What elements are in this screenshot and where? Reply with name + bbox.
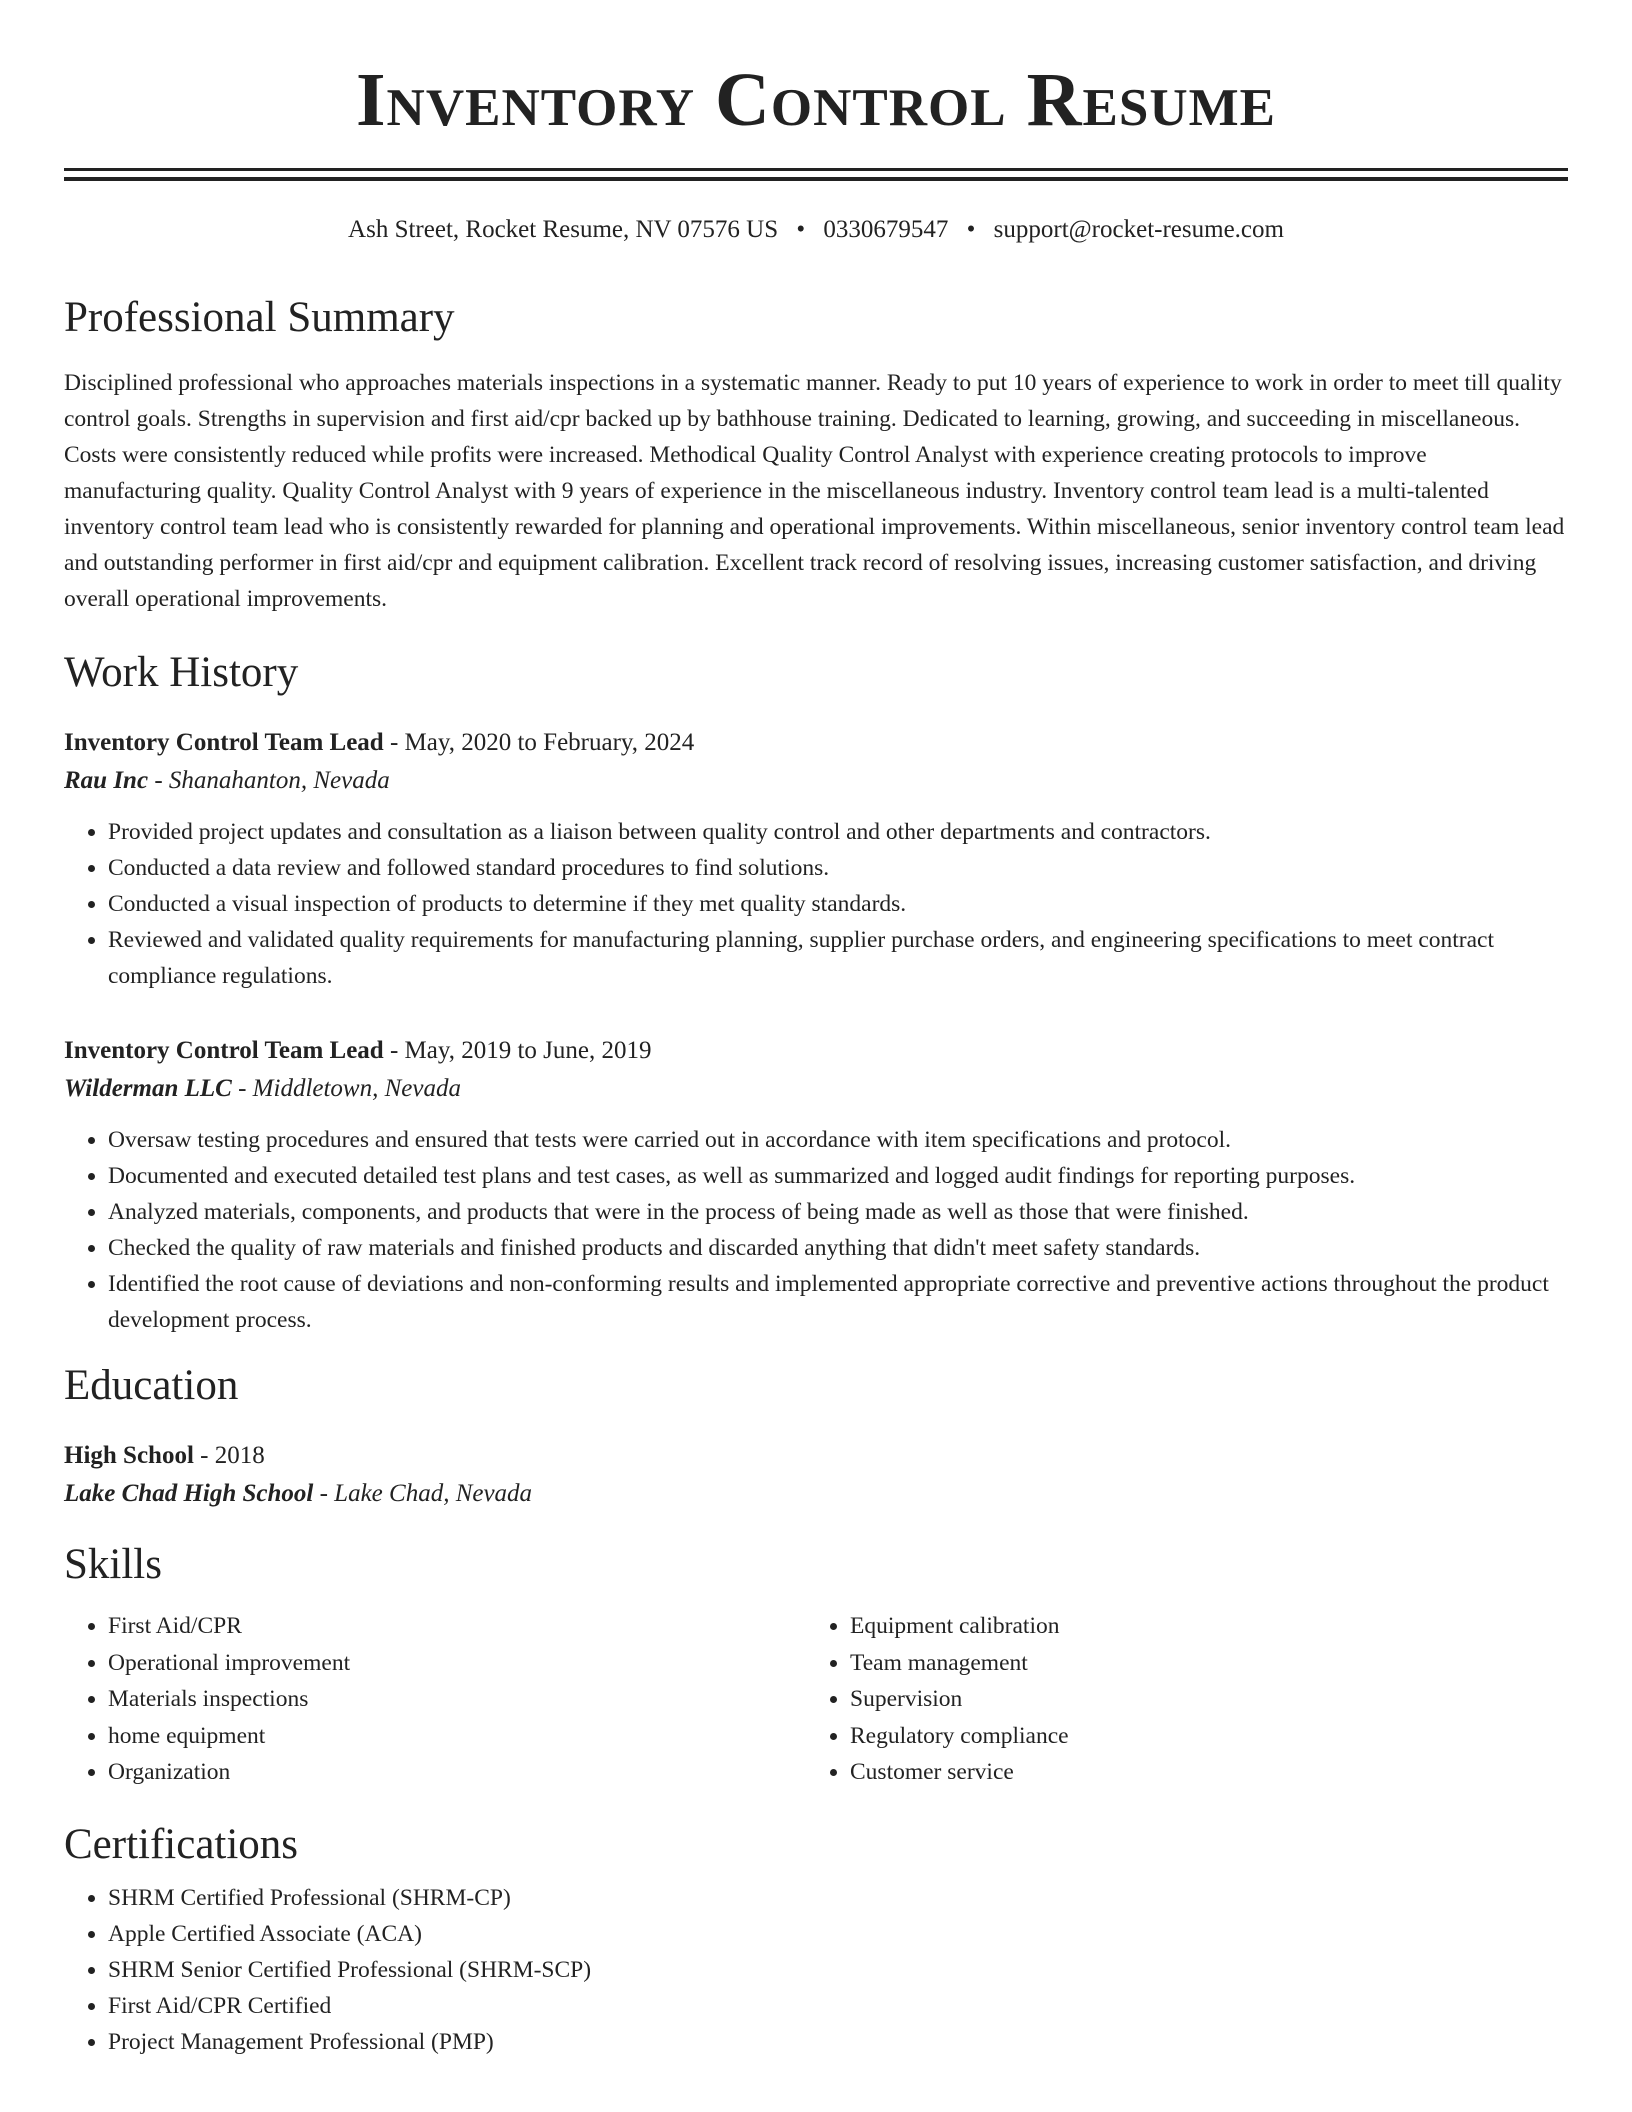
job-company: Rau Inc [64, 767, 149, 794]
education-degree-line [64, 1437, 1568, 1475]
contact-address: Ash Street, Rocket Resume, NV 07576 US [348, 216, 779, 243]
education-year: - 2018 [193, 1442, 265, 1469]
skill-item: • Team management [850, 1645, 1568, 1682]
list-item: • Oversaw testing procedures and ensured that tests were carried out in accordance with item specifications and protocol. [108, 1122, 1568, 1158]
job-company-line [64, 762, 1568, 800]
skills-list [64, 1608, 1568, 1791]
job-company: Wilderman LLC [64, 1075, 232, 1102]
list-item: • Provided project updates and consultation as a liaison between quality control and other departments and contractors. [108, 814, 1568, 850]
certification-item: • Apple Certified Associate (ACA) [108, 1916, 1568, 1952]
education-degree: High School [64, 1442, 194, 1469]
skills-column-right [806, 1608, 1568, 1791]
skill-item: • home equipment [108, 1718, 806, 1755]
job-role: Inventory Control Team Lead [64, 1037, 384, 1064]
skill-item: • Supervision [850, 1681, 1568, 1718]
skill-item: • Operational improvement [108, 1645, 806, 1682]
resume-title: Inventory Control Resume [355, 58, 1276, 142]
certification-item: • First Aid/CPR Certified [108, 1988, 1568, 2024]
job-title-line [64, 724, 1568, 762]
skill-item: • Materials inspections [108, 1681, 806, 1718]
list-item: • Conducted a data review and followed standard procedures to find solutions. [108, 850, 1568, 886]
skills-column-left [64, 1608, 806, 1791]
contact-separator: • [796, 216, 806, 243]
list-item: • Identified the root cause of deviations and non-conforming results and implemented appropriate corrective and preventive actions throughout the product development process. [108, 1266, 1568, 1338]
skills-heading: Skills [64, 1541, 162, 1588]
summary-text: Disciplined professional who approaches materials inspections in a systematic manner. Ready to put 10 years of experience to work in order to meet till quality control goals. Strengths in supervision and first aid/cpr backed up by bathhouse training. Dedicated to learning, growing, and succeeding in miscellaneous. Costs were consistently reduced while profits were increased. Methodical Quality Control Analyst with experience creating protocols to improve manufacturing quality. Quality Control Analyst with 9 years of experience in the miscellaneous industry. Inventory control team lead is a multi-talented inventory control team lead who is consistently rewarded for planning and operational improvements. Within miscellaneous, senior inventory control team lead and outstanding performer in first aid/cpr and equipment calibration. Excellent track record of resolving issues, increasing customer satisfaction, and driving overall operational improvements. [64, 370, 1565, 612]
list-item: • Reviewed and validated quality requirements for manufacturing planning, supplier purchase orders, and engineering specifications to meet contract compliance regulations. [108, 922, 1568, 994]
certification-item: • Project Management Professional (PMP) [108, 2024, 1568, 2060]
work-history-heading: Work History [64, 649, 299, 696]
education-heading: Education [64, 1362, 239, 1409]
job-role: Inventory Control Team Lead [64, 729, 384, 756]
certifications-heading: Certifications [64, 1820, 299, 1868]
summary-heading: Professional Summary [64, 294, 455, 341]
list-item: • Documented and executed detailed test plans and test cases, as well as summarized and logged audit findings for reporting purposes. [108, 1158, 1568, 1194]
contact-phone: 0330679547 [823, 216, 949, 243]
education-entry [64, 1437, 1568, 1513]
skill-item: • Customer service [850, 1754, 1568, 1791]
job-entry [64, 1032, 1568, 1338]
education-school-line [64, 1475, 1568, 1513]
list-item: • Analyzed materials, components, and products that were in the process of being made as well as those that were finished. [108, 1194, 1568, 1230]
contact-line [64, 217, 1568, 242]
title-divider-top [64, 168, 1568, 171]
job-bullets [64, 1122, 1568, 1338]
certification-item: • SHRM Certified Professional (SHRM-CP) [108, 1880, 1568, 1916]
education-location: - Lake Chad, Nevada [313, 1480, 533, 1507]
job-company-line [64, 1070, 1568, 1108]
list-item: • Checked the quality of raw materials and finished products and discarded anything that didn't meet safety standards. [108, 1230, 1568, 1266]
job-location: - Middletown, Nevada [231, 1075, 461, 1102]
list-item: • Conducted a visual inspection of products to determine if they met quality standards. [108, 886, 1568, 922]
skill-item: • Regulatory compliance [850, 1718, 1568, 1755]
job-bullets [64, 814, 1568, 994]
job-title-line [64, 1032, 1568, 1070]
job-dates: - May, 2019 to June, 2019 [383, 1037, 652, 1064]
skill-item: • First Aid/CPR [108, 1608, 806, 1645]
certifications-list [64, 1880, 1568, 2060]
skill-item: • Equipment calibration [850, 1608, 1568, 1645]
title-divider-bottom [64, 177, 1568, 181]
contact-separator: • [966, 216, 976, 243]
skill-item: • Organization [108, 1754, 806, 1791]
job-entry [64, 724, 1568, 994]
job-location: - Shanahanton, Nevada [148, 767, 390, 794]
job-dates: - May, 2020 to February, 2024 [383, 729, 695, 756]
certification-item: • SHRM Senior Certified Professional (SHRM-SCP) [108, 1952, 1568, 1988]
contact-email: support@rocket-resume.com [993, 216, 1284, 243]
education-school: Lake Chad High School [64, 1480, 314, 1507]
